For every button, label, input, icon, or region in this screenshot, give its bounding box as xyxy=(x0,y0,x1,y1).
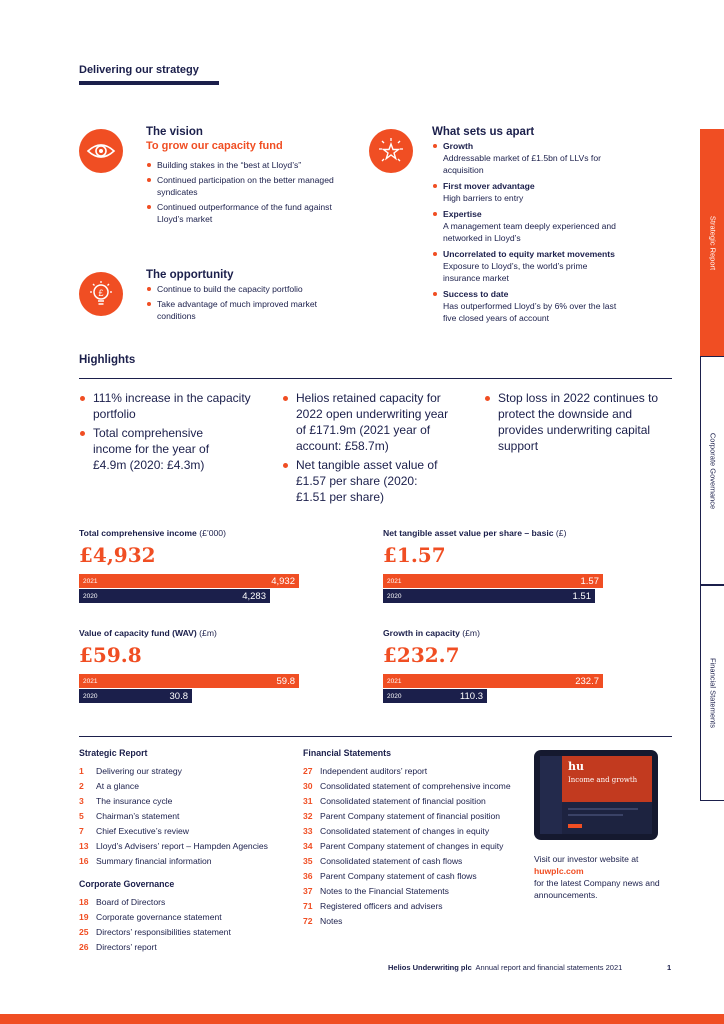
website-note: Visit our investor website at huwplc.com for the latest Company news and announcements. xyxy=(534,853,664,901)
contents-page-number: 36 xyxy=(303,871,313,881)
contents-label: Parent Company statement of changes in equity xyxy=(320,841,504,851)
contents-page-number: 30 xyxy=(303,781,313,791)
contents-label: Independent auditors’ report xyxy=(320,766,428,776)
contents-page-number: 25 xyxy=(79,927,89,937)
contents-item[interactable] xyxy=(79,811,294,822)
contents-item[interactable] xyxy=(303,781,528,792)
contents-page-number: 37 xyxy=(303,886,313,896)
highlight-item: Total comprehensive income for the year of £4.9m (2020: £4.3m) xyxy=(79,425,233,473)
highlights-col-3 xyxy=(484,390,664,457)
contents-item[interactable] xyxy=(79,942,294,953)
contents-page-number: 31 xyxy=(303,796,313,806)
kpi-label: Net tangible asset value per share – basic (£) xyxy=(383,528,567,538)
contents-label: Consolidated statement of financial position xyxy=(320,796,486,806)
kpi-label: Value of capacity fund (WAV) (£m) xyxy=(79,628,217,638)
highlight-item: Net tangible asset value of £1.57 per share (2020: £1.51 per share) xyxy=(282,457,446,505)
contents-item[interactable] xyxy=(303,826,528,837)
contents-page-number: 71 xyxy=(303,901,313,911)
contents-page-number: 18 xyxy=(79,897,89,907)
contents-label: Lloyd’s Advisers’ report – Hampden Agencies xyxy=(96,841,268,851)
tab-strategic-report[interactable] xyxy=(700,129,724,356)
contents-label: Consolidated statement of comprehensive income xyxy=(320,781,511,791)
highlights-col-2 xyxy=(282,390,457,508)
contents-page-number: 3 xyxy=(79,796,84,806)
eye-icon xyxy=(79,129,123,173)
contents-item[interactable] xyxy=(79,856,294,867)
contents-label: Board of Directors xyxy=(96,897,166,907)
contents-page-number: 32 xyxy=(303,811,313,821)
tab-corporate-governance[interactable] xyxy=(700,356,724,585)
contents-page-number: 13 xyxy=(79,841,89,851)
kpi-bar-2021: 2021 59.8 xyxy=(79,674,299,688)
contents-page-number: 33 xyxy=(303,826,313,836)
kpi-label: Total comprehensive income (£’000) xyxy=(79,528,226,538)
page-number: 1 xyxy=(667,963,672,972)
contents-divider xyxy=(79,736,672,737)
kpi-bar-2020: 2020 30.8 xyxy=(79,689,192,703)
kpi-value: £1.57 xyxy=(383,543,446,567)
kpi-bar-2020: 2020 1.51 xyxy=(383,589,595,603)
footer-text xyxy=(388,963,622,972)
contents-label: Parent Company statement of cash flows xyxy=(320,871,477,881)
contents-heading: Corporate Governance xyxy=(79,879,175,889)
apart-item: Success to date Has outperformed Lloyd’s by 6% over the last five closed years of account xyxy=(432,288,622,324)
highlight-item: 111% increase in the capacity portfolio xyxy=(79,390,269,422)
kpi-bar-2021: 2021 1.57 xyxy=(383,574,603,588)
contents-item[interactable] xyxy=(79,927,294,938)
kpi-block xyxy=(79,628,304,708)
highlights-divider xyxy=(79,378,672,379)
highlights-title: Highlights xyxy=(79,354,136,366)
contents-page-number: 5 xyxy=(79,811,84,821)
star-icon xyxy=(369,129,413,173)
company-name: Helios Underwriting plc xyxy=(388,963,472,972)
contents-page-number: 35 xyxy=(303,856,313,866)
kpi-bar-2020: 2020 4,283 xyxy=(79,589,270,603)
tab-label: Corporate Governance xyxy=(708,432,717,509)
contents-item[interactable] xyxy=(79,781,294,792)
contents-item[interactable] xyxy=(303,766,528,777)
contents-item[interactable] xyxy=(79,897,294,908)
website-link[interactable]: huwplc.com xyxy=(534,866,584,876)
apart-item: Expertise A management team deeply experienced and networked in Lloyd’s xyxy=(432,208,622,244)
contents-page-number: 7 xyxy=(79,826,84,836)
contents-item[interactable] xyxy=(303,796,528,807)
kpi-bar-2020: 2020 110.3 xyxy=(383,689,487,703)
contents-label: Consolidated statement of cash flows xyxy=(320,856,463,866)
contents-item[interactable] xyxy=(303,811,528,822)
tablet-logo: hu xyxy=(568,760,584,773)
idea-bulb-icon xyxy=(79,272,123,316)
vision-subtitle: To grow our capacity fund xyxy=(146,140,283,152)
tablet-image xyxy=(534,750,658,840)
tab-label: Financial Statements xyxy=(708,657,717,729)
contents-item[interactable] xyxy=(303,886,528,897)
contents-item[interactable] xyxy=(303,916,528,927)
contents-label: Parent Company statement of financial position xyxy=(320,811,501,821)
contents-page-number: 72 xyxy=(303,916,313,926)
opportunity-title: The opportunity xyxy=(146,269,234,281)
contents-item[interactable] xyxy=(303,901,528,912)
contents-item[interactable] xyxy=(79,841,294,852)
contents-item[interactable] xyxy=(79,766,294,777)
vision-item: Building stakes in the “best at Lloyd’s” xyxy=(146,159,336,171)
contents-page-number: 26 xyxy=(79,942,89,952)
tab-label: Strategic Report xyxy=(708,215,717,270)
contents-label: Consolidated statement of changes in equity xyxy=(320,826,490,836)
contents-label: Directors’ responsibilities statement xyxy=(96,927,231,937)
opportunity-item: Take advantage of much improved market conditions xyxy=(146,298,336,322)
opportunity-item: Continue to build the capacity portfolio xyxy=(146,283,336,295)
apart-item: Uncorrelated to equity market movements Exposure to Lloyd’s, the world’s prime insurance market xyxy=(432,248,622,284)
highlights-col-1 xyxy=(79,390,269,476)
page-title: Delivering our strategy xyxy=(79,64,199,76)
kpi-block xyxy=(383,628,608,708)
kpi-label: Growth in capacity (£m) xyxy=(383,628,480,638)
contents-label: At a glance xyxy=(96,781,139,791)
contents-label: The insurance cycle xyxy=(96,796,173,806)
highlight-item: Helios retained capacity for 2022 open underwriting year of £171.9m (2021 year of account: £58.7m) xyxy=(282,390,456,454)
contents-heading: Strategic Report xyxy=(79,748,148,758)
kpi-value: £59.8 xyxy=(79,643,142,667)
vision-title: The vision xyxy=(146,126,203,138)
contents-page-number: 27 xyxy=(303,766,313,776)
contents-item[interactable] xyxy=(303,856,528,867)
contents-item[interactable] xyxy=(79,796,294,807)
contents-page-number: 1 xyxy=(79,766,84,776)
kpi-bar-2021: 2021 4,932 xyxy=(79,574,299,588)
contents-strategic xyxy=(79,748,294,957)
contents-page-number: 16 xyxy=(79,856,89,866)
contents-label: Summary financial information xyxy=(96,856,212,866)
contents-financial xyxy=(303,748,528,931)
contents-item[interactable] xyxy=(303,841,528,852)
bottom-band xyxy=(0,1014,724,1024)
svg-text:£: £ xyxy=(98,288,104,298)
contents-label: Directors’ report xyxy=(96,942,157,952)
contents-label: Delivering our strategy xyxy=(96,766,182,776)
apart-item: First mover advantage High barriers to entry xyxy=(432,180,622,204)
title-underline xyxy=(79,81,219,85)
contents-label: Chief Executive’s review xyxy=(96,826,189,836)
kpi-block xyxy=(79,528,304,608)
contents-item[interactable] xyxy=(303,871,528,882)
contents-heading: Financial Statements xyxy=(303,748,391,758)
apart-item: Growth Addressable market of £1.5bn of LLVs for acquisition xyxy=(432,140,622,176)
contents-page-number: 19 xyxy=(79,912,89,922)
tab-financial-statements[interactable] xyxy=(700,585,724,801)
contents-page-number: 2 xyxy=(79,781,84,791)
contents-page-number: 34 xyxy=(303,841,313,851)
contents-label: Notes xyxy=(320,916,343,926)
highlight-item: Stop loss in 2022 continues to protect the downside and provides underwriting capital support xyxy=(484,390,664,454)
apart-title: What sets us apart xyxy=(432,126,535,138)
tablet-headline: Income and growth xyxy=(568,776,638,784)
contents-item[interactable] xyxy=(79,826,294,837)
vision-item: Continued participation on the better managed syndicates xyxy=(146,174,336,198)
kpi-value: £232.7 xyxy=(383,643,460,667)
contents-label: Notes to the Financial Statements xyxy=(320,886,449,896)
contents-label: Registered officers and advisers xyxy=(320,901,443,911)
kpi-block xyxy=(383,528,608,608)
contents-label: Corporate governance statement xyxy=(96,912,222,922)
contents-item[interactable] xyxy=(79,912,294,923)
kpi-bar-2021: 2021 232.7 xyxy=(383,674,603,688)
kpi-value: £4,932 xyxy=(79,543,156,567)
contents-label: Chairman’s statement xyxy=(96,811,180,821)
vision-item: Continued outperformance of the fund against Lloyd’s market xyxy=(146,201,336,225)
document-title: Annual report and financial statements 2021 xyxy=(475,963,623,972)
